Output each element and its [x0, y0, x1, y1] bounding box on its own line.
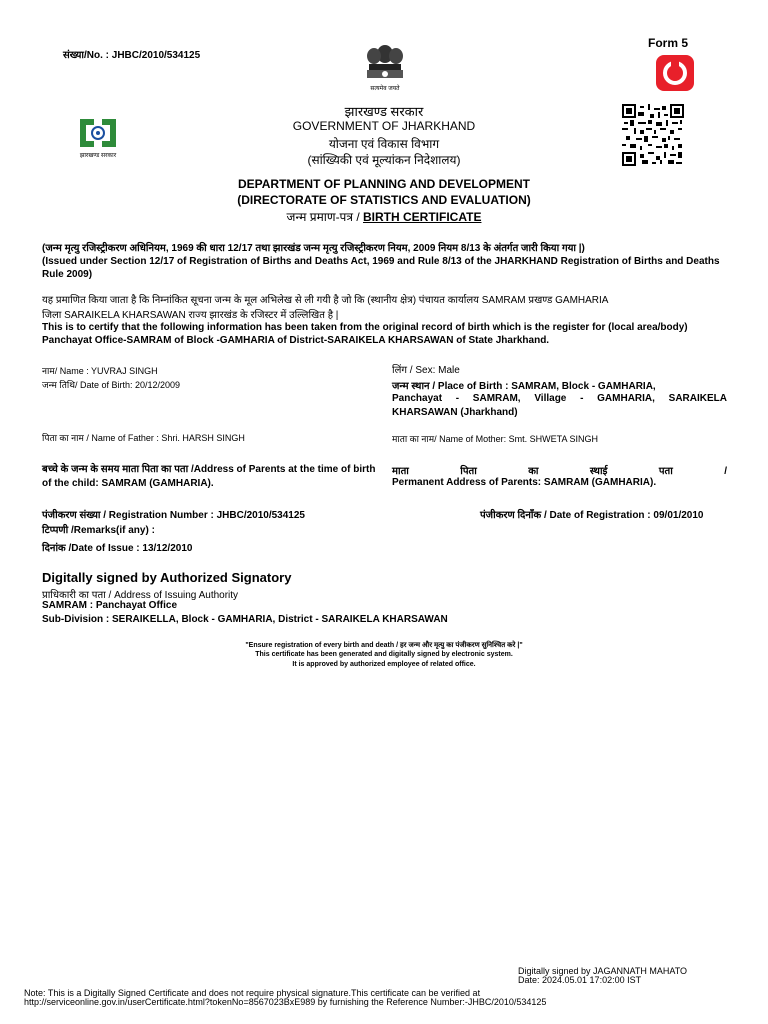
digital-signed-by: Digitally signed by JAGANNATH MAHATO — [518, 966, 688, 976]
issuing-authority-label: प्राधिकारी का पता / Address of Issuing Authority — [42, 590, 239, 601]
certificate-number: संख्या/No. : JHBC/2010/534125 — [63, 50, 201, 61]
child-name: नाम/ Name : YUVRAJ SINGH — [42, 366, 158, 376]
bottom-note-line2: http://serviceonline.gov.in/userCertificate.html?tokenNo=8567023BxE989 by furnishing the Reference Number:-JHBC/2010/534125 — [24, 997, 547, 1007]
footer-note-line1: "Ensure registration of every birth and death / हर जन्म और मृत्यु का पंजीकरण सुनिश्चित करे |" — [245, 642, 523, 649]
certify-hindi-line1: यह प्रमाणित किया जाता है कि निम्नांकित सूचना जन्म के मूल अभिलेख से ली गयी है जो कि (स्थानीय क्षेत्र) पंचायत कार्यालय SAMRAM प्रखण्ड GAMHARIA — [42, 295, 609, 306]
mother-name: माता का नाम/ Name of Mother: Smt. SHWETA SINGH — [392, 434, 598, 444]
certificate-title-hindi: जन्म प्रमाण-पत्र / — [286, 210, 364, 224]
address-at-birth: बच्चे के जन्म के समय माता पिता का पता /Address of Parents at the time of birth of the child: SAMRAM (GAMHARIA). — [42, 464, 376, 489]
govt-hindi: झारखण्ड सरकार — [344, 104, 424, 119]
father-name: पिता का नाम / Name of Father : Shri. HARSH SINGH — [42, 433, 245, 443]
certify-hindi-line2: जिला SARAIKELA KHARSAWAN राज्य झारखंड के रजिस्टर में उल्लिखित है | — [42, 310, 339, 321]
permanent-address-line2: Permanent Address of Parents: SAMRAM (GAMHARIA). — [392, 477, 657, 488]
date-of-birth: जन्म तिथि/ Date of Birth: 20/12/2009 — [42, 380, 181, 390]
qr-code-icon — [622, 104, 684, 166]
directorate-hindi: (सांख्यिकी एवं मूल्यांकन निदेशालय) — [307, 153, 461, 167]
child-sex: लिंग / Sex: Male — [392, 365, 460, 376]
form-label: Form 5 — [648, 36, 689, 50]
registration-number: पंजीकरण संख्या / Registration Number : JHBC/2010/534125 — [42, 510, 305, 521]
dept-english: DEPARTMENT OF PLANNING AND DEVELOPMENT — [237, 177, 530, 191]
certificate-title-english: BIRTH CERTIFICATE — [363, 210, 482, 224]
govt-english: GOVERNMENT OF JHARKHAND — [292, 119, 476, 133]
certify-english: This is to certify that the following information has been taken from the original record of birth which is the register for (local area/body) Panchayat Office-SAMRAM of Block -GAMHARIA of District-SARAIKELA KHARSAWAN of State Jharkhand. — [42, 322, 688, 346]
permanent-address-line1: माता पिता का स्थाई पता / — [392, 466, 727, 477]
certificate-title — [184, 208, 584, 225]
registration-date: पंजीकरण दिनाँक / Date of Registration : 09/01/2010 — [480, 510, 704, 521]
place-of-birth-line1: जन्म स्थान / Place of Birth : SAMRAM, Block - GAMHARIA, — [392, 381, 656, 392]
issuing-subdivision: Sub-Division : SERAIKELLA, Block - GAMHARIA, District - SARAIKELA KHARSAWAN — [42, 614, 448, 625]
footer-note-line2: This certificate has been generated and digitally signed by electronic system. — [255, 651, 513, 658]
logo-caption: झारखण्ड सरकार — [79, 153, 117, 159]
form-logo-icon — [656, 55, 694, 91]
date-of-issue: दिनांक /Date of Issue : 13/12/2010 — [42, 543, 193, 554]
preamble-hindi: (जन्म मृत्यु रजिस्ट्रीकरण अधिनियम, 1969 की धारा 12/17 तथा झारखंड जन्म मृत्यु रजिस्ट्रीकरण नियम, 2009 नियम 8/13 के अंतर्गत जारी किया गया |) — [42, 243, 585, 254]
jharkhand-logo-icon — [76, 115, 120, 151]
place-of-birth-line2: Panchayat - SAMRAM, Village - GAMHARIA, SARAIKELA — [392, 393, 727, 404]
preamble-english: (Issued under Section 12/17 of Registration of Births and Deaths Act, 1969 and Rule 8/13 of the JHARKHAND Registration of Births and Deaths Rule 2009) — [42, 256, 720, 280]
emblem-caption: सत्यमेव जयते — [370, 86, 400, 92]
signatory-title: Digitally signed by Authorized Signatory — [42, 570, 292, 585]
remarks: टिप्पणी /Remarks(if any) : — [42, 525, 155, 536]
footer-note-line3: It is approved by authorized employee of related office. — [292, 661, 476, 668]
bottom-note-line1: Note: This is a Digitally Signed Certificate and does not require physical signature.This certificate can be verified at — [24, 988, 481, 998]
place-of-birth-line3: KHARSAWAN (Jharkhand) — [392, 407, 518, 418]
issuing-office: SAMRAM : Panchayat Office — [42, 600, 178, 611]
directorate-english: (DIRECTORATE OF STATISTICS AND EVALUATION) — [237, 193, 531, 207]
digital-sign-date: Date: 2024.05.01 17:02:00 IST — [518, 975, 642, 985]
dept-hindi: योजना एवं विकास विभाग — [328, 137, 440, 151]
